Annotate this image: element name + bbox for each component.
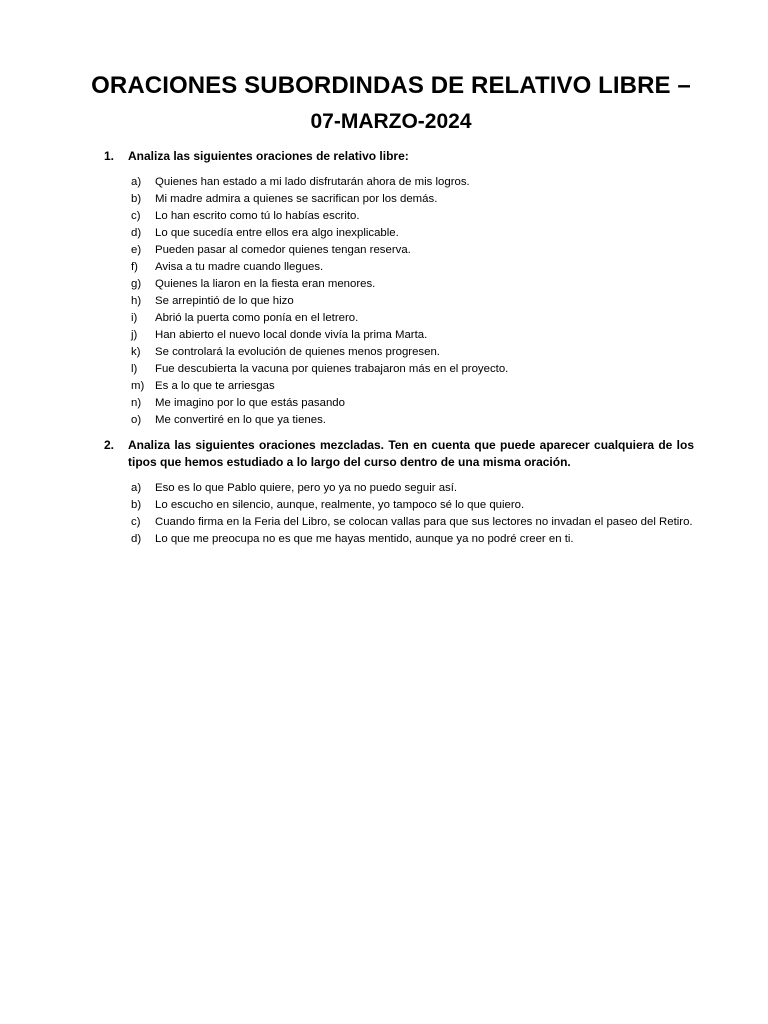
exercise-instruction: Analiza las siguientes oraciones mezcladas. Ten en cuenta que puede aparecer cualquiera de los tipos que hemos estudiado a lo largo del curso dentro de una misma oración. — [128, 438, 694, 469]
list-item — [104, 361, 694, 378]
item-sentence: Lo han escrito como tú lo habías escrito. — [155, 210, 360, 222]
exercise-heading — [104, 437, 694, 471]
item-letter: b) — [131, 499, 142, 511]
item-sentence: Mi madre admira a quienes se sacrifican por los demás. — [155, 193, 438, 205]
item-sentence: Quienes la liaron en la fiesta eran menores. — [155, 278, 376, 290]
item-sentence: Lo que sucedía entre ellos era algo inexplicable. — [155, 227, 399, 239]
item-letter: a) — [131, 482, 142, 494]
exercise-heading — [104, 148, 694, 165]
item-letter: d) — [131, 533, 142, 545]
exercise-number: 1. — [104, 149, 115, 163]
item-letter: j) — [131, 329, 138, 341]
exercise-instruction: Analiza las siguientes oraciones de relativo libre: — [128, 149, 409, 163]
item-letter: a) — [131, 176, 142, 188]
list-item — [104, 514, 694, 531]
item-sentence: Han abierto el nuevo local donde vivía la prima Marta. — [155, 329, 428, 341]
item-sentence: Es a lo que te arriesgas — [155, 380, 275, 392]
exercise-section-1 — [104, 148, 694, 429]
document-title: ORACIONES SUBORDINDAS DE RELATIVO LIBRE – — [91, 72, 691, 99]
item-sentence: Me convertiré en lo que ya tienes. — [155, 414, 326, 426]
item-letter: g) — [131, 278, 142, 290]
item-letter: o) — [131, 414, 142, 426]
item-letter: k) — [131, 346, 141, 358]
item-letter: m) — [131, 380, 145, 392]
list-item — [104, 412, 694, 429]
item-sentence: Lo que me preocupa no es que me hayas mentido, aunque ya no podré creer en ti. — [155, 533, 574, 545]
item-sentence: Quienes han estado a mi lado disfrutarán ahora de mis logros. — [155, 176, 470, 188]
sentence-list — [104, 480, 694, 548]
item-letter: d) — [131, 227, 142, 239]
item-letter: e) — [131, 244, 142, 256]
item-letter: c) — [131, 210, 141, 222]
exercise-number: 2. — [104, 438, 115, 452]
item-sentence: Se arrepintió de lo que hizo — [155, 295, 294, 307]
list-item — [104, 531, 694, 548]
list-item — [104, 276, 694, 293]
item-sentence: Fue descubierta la vacuna por quienes trabajaron más en el proyecto. — [155, 363, 509, 375]
item-sentence: Cuando firma en la Feria del Libro, se colocan vallas para que sus lectores no invadan el paseo del Retiro. — [155, 516, 693, 528]
item-letter: b) — [131, 193, 142, 205]
item-sentence: Se controlará la evolución de quienes menos progresen. — [155, 346, 440, 358]
document-date: 07-MARZO-2024 — [310, 110, 472, 133]
item-sentence: Pueden pasar al comedor quienes tengan reserva. — [155, 244, 411, 256]
item-letter: n) — [131, 397, 142, 409]
list-item — [104, 225, 694, 242]
list-item — [104, 293, 694, 310]
list-item — [104, 242, 694, 259]
item-letter: f) — [131, 261, 138, 273]
sentence-list — [104, 174, 694, 429]
item-sentence: Lo escucho en silencio, aunque, realmente, yo tampoco sé lo que quiero. — [155, 499, 525, 511]
list-item — [104, 174, 694, 191]
item-letter: h) — [131, 295, 142, 307]
exercise-section-2 — [104, 437, 694, 548]
list-item — [104, 378, 694, 395]
item-sentence: Abrió la puerta como ponía en el letrero. — [155, 312, 359, 324]
list-item — [104, 344, 694, 361]
list-item — [104, 480, 694, 497]
item-letter: i) — [131, 312, 138, 324]
item-sentence: Avisa a tu madre cuando llegues. — [155, 261, 324, 273]
list-item — [104, 191, 694, 208]
list-item — [104, 327, 694, 344]
item-sentence: Eso es lo que Pablo quiere, pero yo ya no puedo seguir así. — [155, 482, 458, 494]
list-item — [104, 259, 694, 276]
item-letter: c) — [131, 516, 141, 528]
item-sentence: Me imagino por lo que estás pasando — [155, 397, 345, 409]
item-letter: l) — [131, 363, 138, 375]
list-item — [104, 208, 694, 225]
list-item — [104, 310, 694, 327]
list-item — [104, 395, 694, 412]
list-item — [104, 497, 694, 514]
